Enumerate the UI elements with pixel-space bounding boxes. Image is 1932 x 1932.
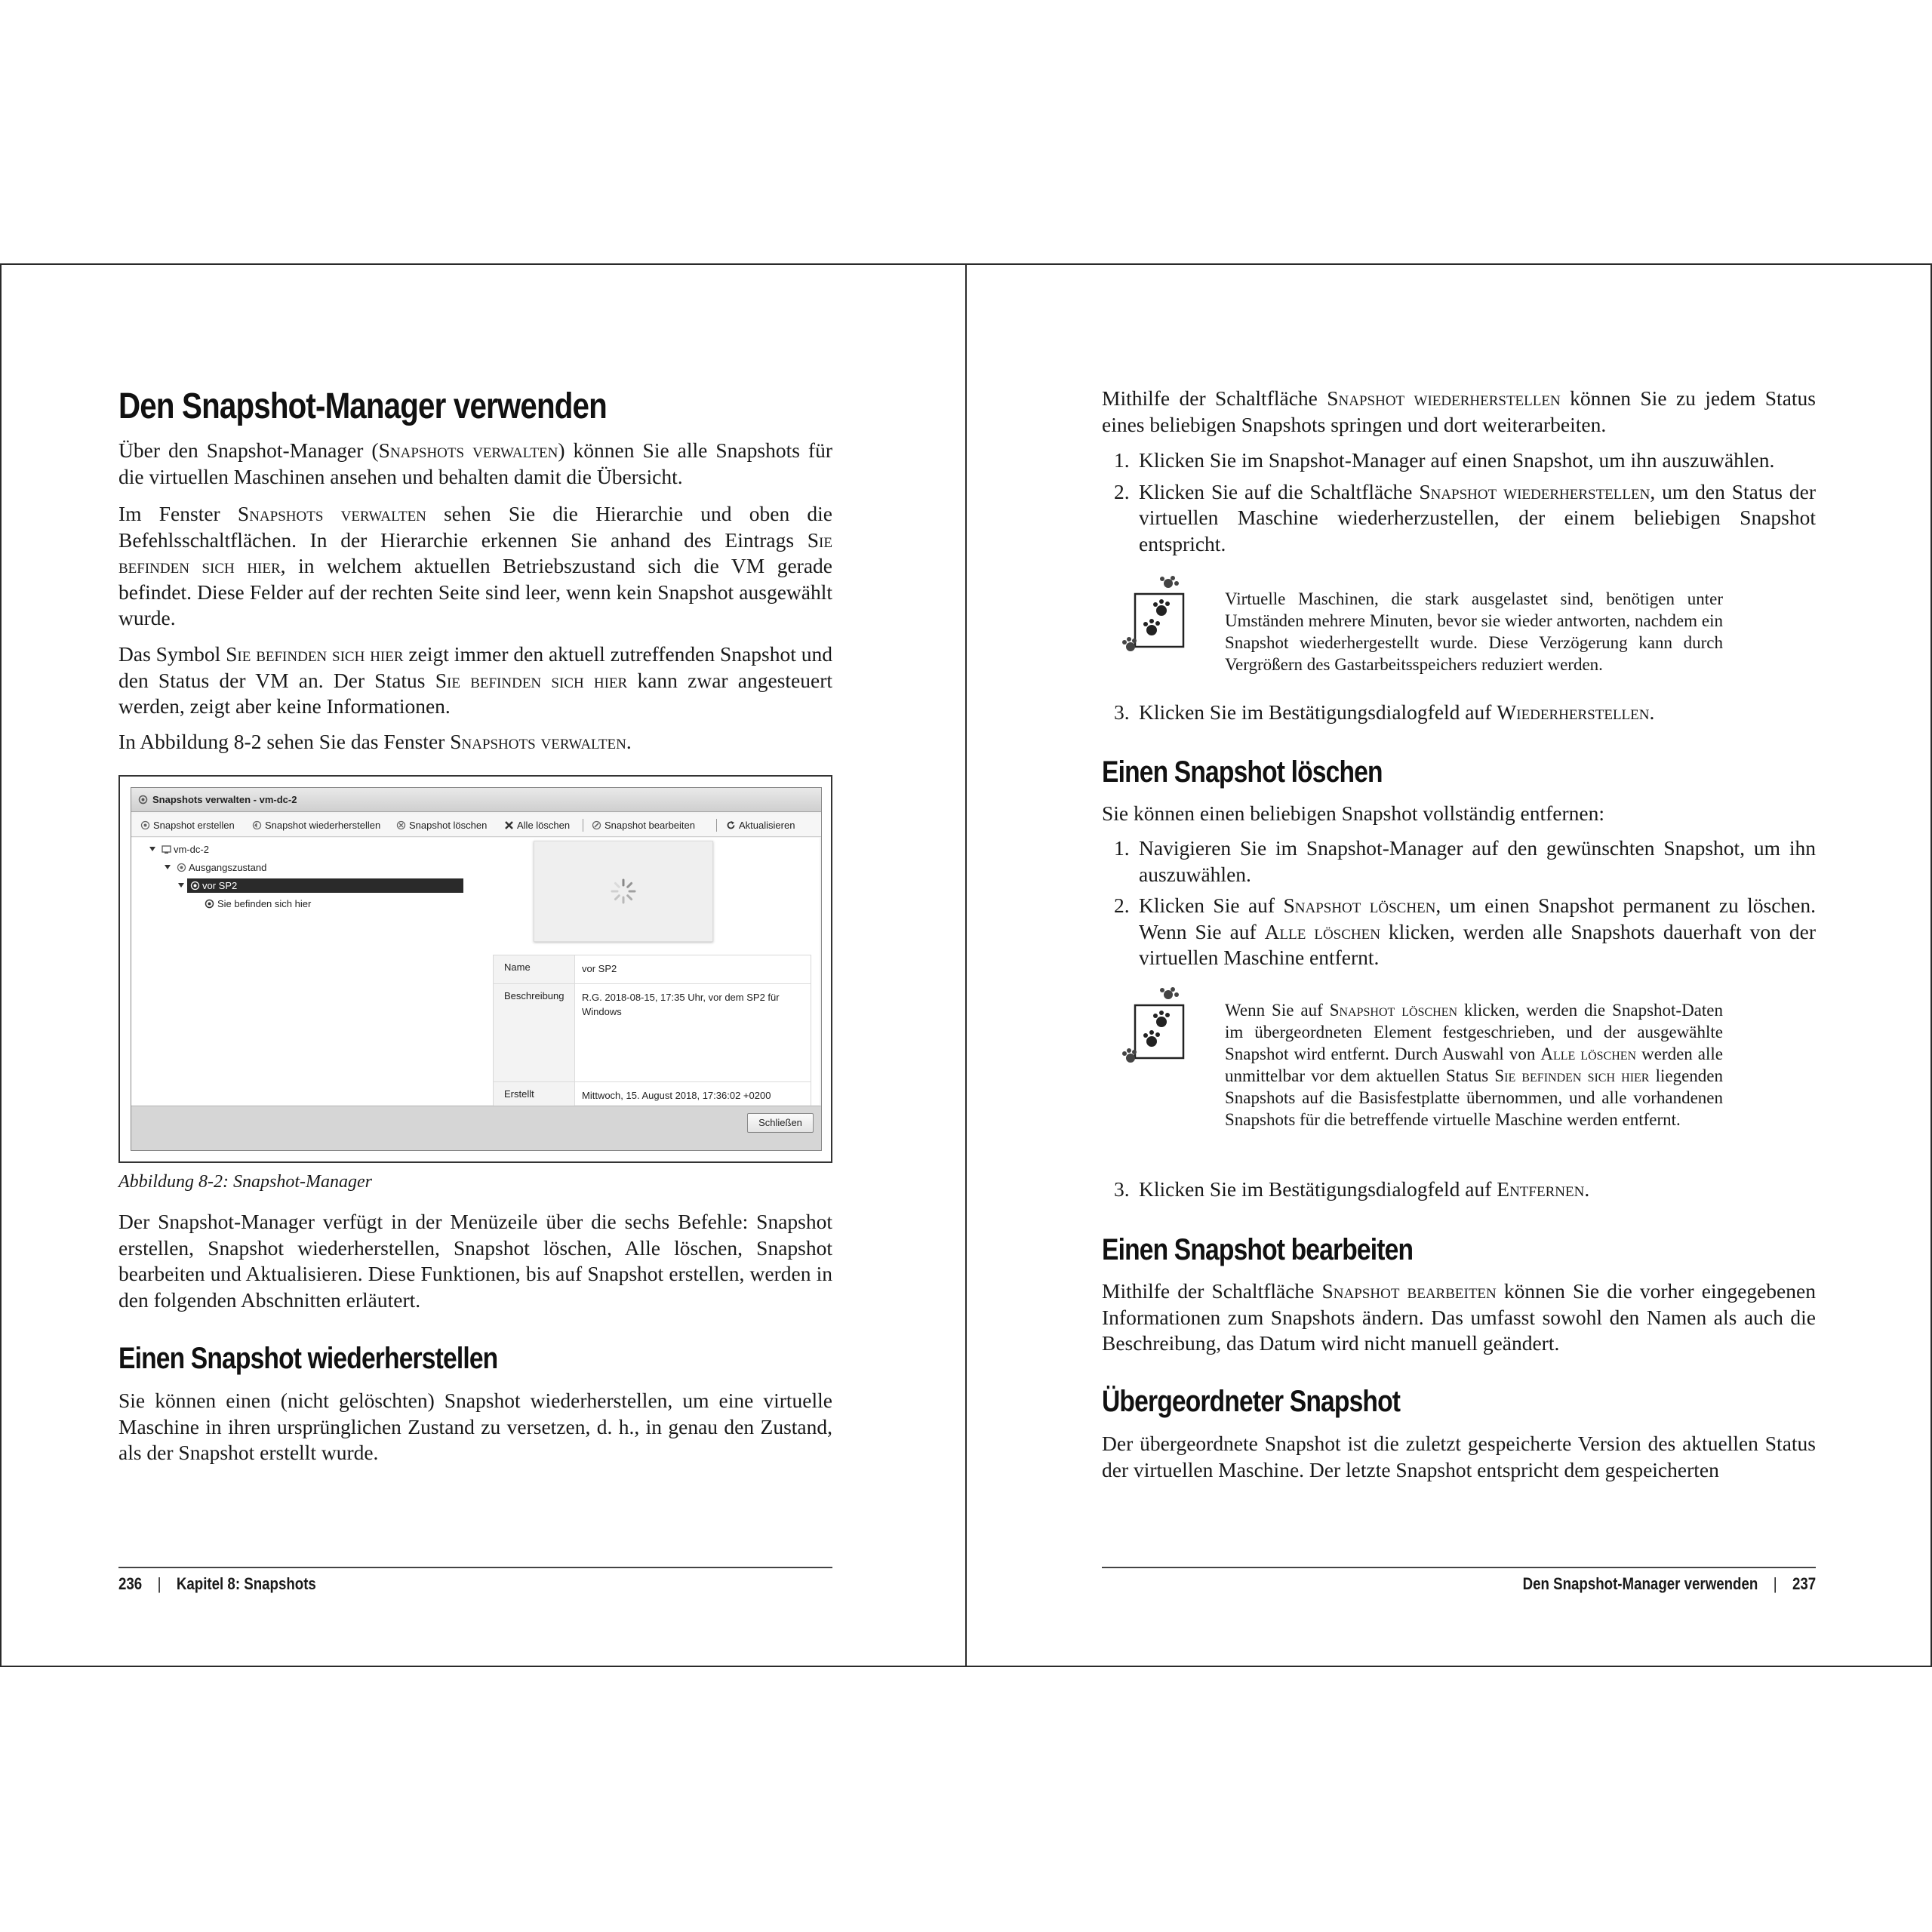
delete-snapshot-icon xyxy=(396,820,406,830)
list-item: 3. Klicken Sie im Bestätigungsdialogfeld auf Wiederherstellen. xyxy=(1114,700,1655,724)
paragraph: In Abbildung 8-2 sehen Sie das Fenster Snapshots verwalten. xyxy=(118,730,632,753)
restore-snapshot-button[interactable]: Snapshot wiederherstellen xyxy=(252,820,380,831)
footer-separator: | xyxy=(157,1574,162,1593)
note-box xyxy=(1102,986,1816,1152)
paragraph: Mithilfe der Schaltfläche Snapshot wiederherstellen können Sie zu jedem Status eines beliebigen Snapshots springen und dort weiterarbeiten. xyxy=(1102,386,1816,436)
note-text: Wenn Sie auf Snapshot löschen klicken, werden die Snapshot-Daten im übergeordneten Element festgeschrieben, und der ausgewählte Snapshot wird entfernt. Durch Auswahl von Alle löschen werden alle unmittelbar vor dem aktuellen Status Sie befinden sich hier liegenden Snapshots auf die Basisfestplatte übernommen, und alle vorhandenen Snapshots für die betreffende virtuelle Maschine werden entfernt. xyxy=(1225,1001,1723,1129)
snapshot-icon xyxy=(138,795,148,804)
window-title: Snapshots verwalten - vm-dc-2 xyxy=(152,794,297,805)
expand-arrow-icon[interactable] xyxy=(165,865,171,869)
note-box xyxy=(1102,574,1816,676)
paragraph: Sie können einen (nicht gelöschten) Snapshot wiederherstellen, um eine virtuelle Maschine in ihren ursprünglichen Zustand zu versetzen, d. h., in genau den Zustand, als der Snapshot erstellt wurde. xyxy=(118,1389,832,1464)
dialog-footer xyxy=(131,1106,821,1150)
name-label: Name xyxy=(504,961,531,973)
expand-arrow-icon[interactable] xyxy=(149,847,155,851)
paragraph: Mithilfe der Schaltfläche Snapshot bearbeiten können Sie die vorher eingegebenen Informationen zum Snapshots ändern. Das umfasst sowohl den Namen als auch die Beschreibung, das Datum wird nicht manuell geändert. xyxy=(1102,1279,1816,1355)
footer xyxy=(1522,1574,1816,1594)
property-row-name xyxy=(494,955,811,984)
description-label: Beschreibung xyxy=(504,990,565,1001)
footer xyxy=(118,1574,316,1594)
tree-node-you-are-here[interactable]: Sie befinden sich hier xyxy=(205,898,311,909)
paragraph: Das Symbol Sie befinden sich hier zeigt immer den aktuell zutreffenden Snapshot und den Status der VM an. Der Status Sie befinden sich hier kann zwar angesteuert werden, zeigt aber keine Informationen. xyxy=(118,642,832,718)
numbered-list xyxy=(1102,1177,1816,1208)
paragraph: Der übergeordnete Snapshot ist die zuletzt gespeicherte Version des aktuellen Status der virtuellen Maschine. Der letzte Snapshot entspricht dem gespeicherten xyxy=(1102,1432,1816,1481)
camera-plus-icon xyxy=(140,820,150,830)
footer-rule xyxy=(1102,1567,1816,1568)
paw-note-icon xyxy=(1118,574,1201,665)
figure-caption: Abbildung 8-2: Snapshot-Manager xyxy=(118,1172,372,1192)
list-item: 1. Navigieren Sie im Snapshot-Manager auf den gewünschten Snapshot, um ihn auszuwählen. xyxy=(1114,836,1816,886)
list-item: 3. Klicken Sie im Bestätigungsdialogfeld auf Entfernen. xyxy=(1114,1177,1590,1201)
right-page xyxy=(965,263,1932,1667)
snapshot-properties xyxy=(493,955,811,1107)
footer-separator: | xyxy=(1773,1574,1777,1593)
edit-snapshot-button[interactable]: Snapshot bearbeiten xyxy=(592,820,695,831)
section-heading: Einen Snapshot bearbeiten xyxy=(1102,1233,1414,1266)
page-number: 237 xyxy=(1792,1574,1816,1593)
figure-snapshot-manager xyxy=(118,775,832,1163)
restore-icon xyxy=(252,820,262,830)
details-pane xyxy=(478,838,820,1105)
section-title: Den Snapshot-Manager verwenden xyxy=(1522,1574,1758,1593)
tree-node-vor-sp2[interactable]: vor SP2 xyxy=(178,880,237,891)
location-marker-icon xyxy=(205,899,214,909)
name-value: vor SP2 xyxy=(582,963,617,974)
numbered-list xyxy=(1102,448,1816,562)
list-item: 2. Klicken Sie auf die Schaltfläche Snapshot wiederherstellen, um den Status der virtuellen Maschine wiederherzustellen, der einem beliebigen Snapshot entspricht. xyxy=(1114,479,1816,555)
left-page xyxy=(0,263,967,1667)
loading-spinner-icon xyxy=(608,876,638,906)
page-number: 236 xyxy=(118,1574,143,1593)
note-text: Virtuelle Maschinen, die stark ausgelastet sind, benötigen unter Umständen mehrere Minuten, bevor sie wieder antworten, nachdem ein Snapshot wiederhergestellt wurde. Diese Verzögerung kann durch Vergrößern des Gastarbeitsspeichers reduziert werden. xyxy=(1225,589,1723,674)
edit-snapshot-icon xyxy=(592,820,601,830)
snapshot-manager-window xyxy=(131,787,822,1151)
tree-node-initial-state[interactable]: Ausgangszustand xyxy=(165,862,266,873)
refresh-button[interactable]: Aktualisieren xyxy=(726,820,795,831)
section-heading: Den Snapshot-Manager verwenden xyxy=(118,386,607,426)
list-item: 1. Klicken Sie im Snapshot-Manager auf einen Snapshot, um ihn auszuwählen. xyxy=(1114,448,1775,472)
close-icon xyxy=(504,820,514,830)
created-label: Erstellt xyxy=(504,1088,534,1100)
expand-arrow-icon[interactable] xyxy=(178,883,184,888)
numbered-list xyxy=(1102,700,1816,731)
section-heading: Übergeordneter Snapshot xyxy=(1102,1385,1401,1418)
toolbar-separator xyxy=(716,819,717,832)
paragraph: Sie können einen beliebigen Snapshot vollständig entfernen: xyxy=(1102,801,1604,825)
snapshot-tree xyxy=(131,838,478,1105)
section-heading: Einen Snapshot löschen xyxy=(1102,755,1383,789)
tree-node-vm[interactable]: vm-dc-2 xyxy=(149,844,209,855)
snapshot-icon xyxy=(177,863,186,872)
paragraph: Der Snapshot-Manager verfügt in der Menüzeile über die sechs Befehle: Snapshot erstellen, Snapshot wiederherstellen, Snapshot löschen, Alle löschen, Snapshot bearbeiten und Aktualisieren. Diese Funktionen, bis auf Snapshot erstellen, werden in den folgenden Abschnitten erläutert. xyxy=(118,1210,832,1312)
paw-note-icon xyxy=(1118,986,1201,1076)
window-titlebar xyxy=(131,788,821,812)
section-heading: Einen Snapshot wiederherstellen xyxy=(118,1342,498,1375)
toolbar xyxy=(131,814,821,837)
vm-icon xyxy=(162,844,171,854)
create-snapshot-button[interactable]: Snapshot erstellen xyxy=(140,820,235,831)
paragraph: Im Fenster Snapshots verwalten sehen Sie die Hierarchie und oben die Befehlsschaltflächen. In der Hierarchie erkennen Sie anhand des Eintrags Sie befinden sich hier, in welchem aktuellen Betriebszustand sich die VM gerade befindet. Diese Felder auf der rechten Seite sind leer, wenn kein Snapshot ausgewählt wurde. xyxy=(118,502,832,629)
refresh-icon xyxy=(726,820,736,830)
delete-all-button[interactable]: Alle löschen xyxy=(504,820,570,831)
property-row-created xyxy=(494,1082,811,1106)
delete-snapshot-button[interactable]: Snapshot löschen xyxy=(396,820,487,831)
screenshot-preview xyxy=(534,841,713,942)
footer-rule xyxy=(118,1567,832,1568)
close-button[interactable]: Schließen xyxy=(747,1113,814,1133)
property-row-description xyxy=(494,984,811,1082)
created-value: Mittwoch, 15. August 2018, 17:36:02 +0200 xyxy=(582,1090,771,1101)
snapshot-icon xyxy=(190,881,200,891)
chapter-title: Kapitel 8: Snapshots xyxy=(176,1574,316,1593)
description-value: R.G. 2018-08-15, 17:35 Uhr, vor dem SP2 für Windows xyxy=(582,992,780,1017)
numbered-list xyxy=(1102,835,1816,977)
paragraph: Über den Snapshot-Manager (Snapshots verwalten) können Sie alle Snapshots für die virtuellen Maschinen ansehen und behalten damit die Übersicht. xyxy=(118,438,832,488)
list-item: 2. Klicken Sie auf Snapshot löschen, um einen Snapshot permanent zu löschen. Wenn Sie auf Alle löschen klicken, werden alle Snapshots dauerhaft von der virtuellen Maschine entfernt. xyxy=(1114,894,1817,969)
